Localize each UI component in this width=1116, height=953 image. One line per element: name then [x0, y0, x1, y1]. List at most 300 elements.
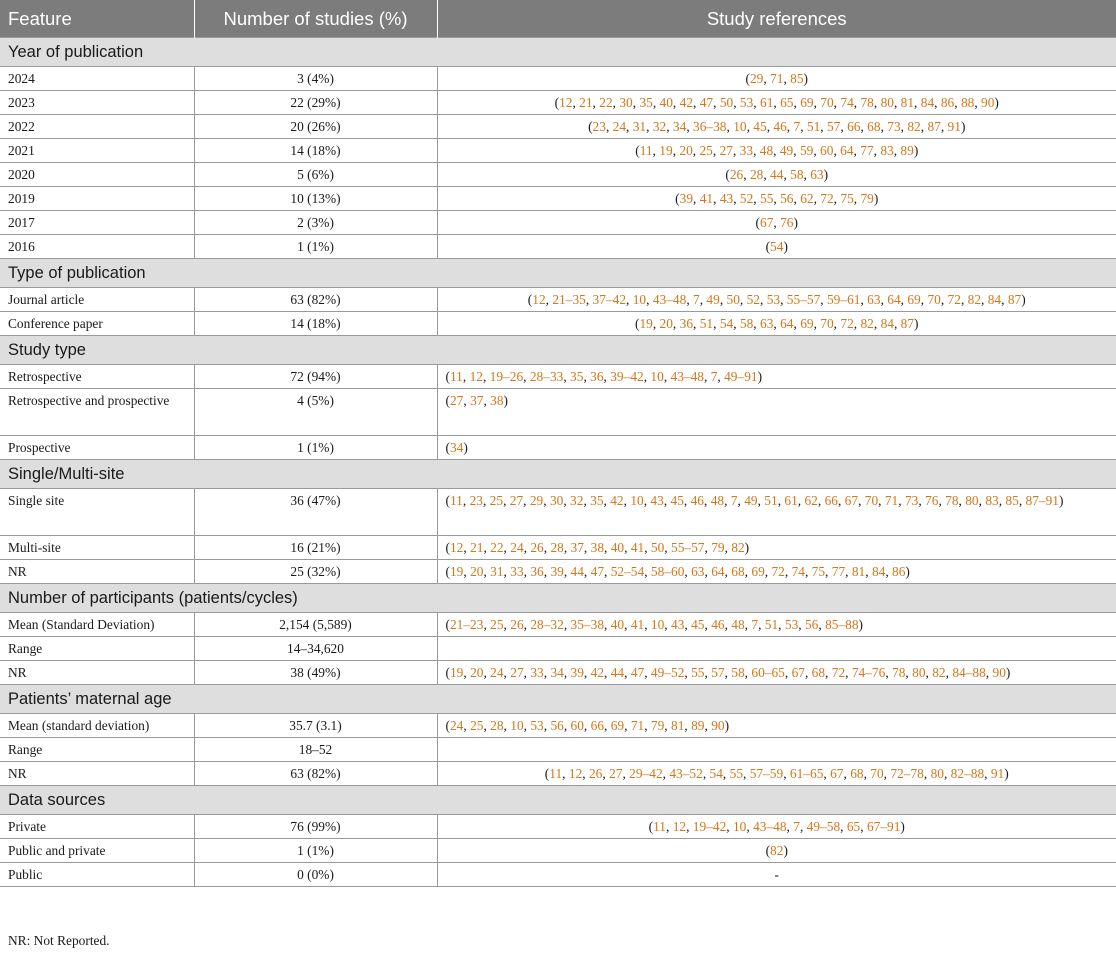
reference-link[interactable]: 71: [884, 493, 899, 508]
reference-link[interactable]: 75: [840, 190, 854, 206]
reference-link[interactable]: 73: [887, 118, 901, 134]
reference-link[interactable]: 36: [530, 563, 544, 579]
reference-link[interactable]: 54: [770, 238, 784, 254]
reference-link[interactable]: 51: [699, 315, 714, 331]
reference-link[interactable]: 82: [907, 118, 921, 134]
reference-link[interactable]: 28: [550, 539, 564, 555]
reference-link[interactable]: 48: [731, 616, 745, 632]
reference-link[interactable]: 78: [892, 664, 906, 680]
reference-link[interactable]: 90: [992, 664, 1006, 680]
section-title: Study type: [0, 336, 1116, 365]
reference-link[interactable]: 80: [930, 765, 944, 781]
reference-link[interactable]: 58–60: [650, 563, 685, 579]
reference-link[interactable]: 70: [864, 493, 879, 508]
reference-link[interactable]: 49: [706, 291, 720, 307]
reference-link[interactable]: 86: [940, 94, 955, 110]
reference-link[interactable]: 60: [570, 717, 584, 733]
study-count-cell: 0 (0%): [194, 863, 437, 887]
reference-link[interactable]: 35–38: [570, 616, 605, 632]
reference-link[interactable]: 12: [672, 818, 687, 834]
reference-link[interactable]: 26: [510, 616, 524, 632]
reference-link[interactable]: 7: [751, 616, 759, 632]
reference-link[interactable]: 55–57: [671, 539, 705, 555]
feature-cell: NR: [0, 560, 194, 584]
references-cell: (21–23, 25, 26, 28–32, 35–38, 40, 41, 10, 43, 45, 46, 48, 7, 51, 53, 56, 85–88): [437, 613, 1116, 637]
reference-link[interactable]: 70: [927, 291, 941, 307]
reference-link[interactable]: 75: [811, 563, 826, 579]
reference-link[interactable]: 54: [719, 315, 734, 331]
reference-link[interactable]: 77: [831, 563, 846, 579]
reference-link[interactable]: 49–52: [650, 664, 685, 680]
reference-link[interactable]: 63: [867, 291, 881, 307]
reference-link[interactable]: 47: [590, 563, 605, 579]
reference-link[interactable]: 82: [770, 842, 784, 858]
feature-cell: Private: [0, 815, 194, 839]
reference-link[interactable]: 22: [599, 94, 613, 110]
reference-link[interactable]: 39–42: [610, 368, 644, 384]
reference-link[interactable]: 39: [570, 664, 584, 680]
reference-link[interactable]: 69: [800, 94, 814, 110]
reference-link[interactable]: 57: [826, 118, 841, 134]
reference-link[interactable]: 7: [793, 118, 801, 134]
study-count-cell: 18–52: [194, 738, 437, 762]
reference-link[interactable]: 69: [751, 563, 765, 579]
reference-link[interactable]: 54: [709, 765, 723, 781]
reference-link[interactable]: 91: [990, 765, 1005, 781]
reference-link[interactable]: 19: [449, 664, 464, 680]
reference-link[interactable]: 81: [671, 717, 685, 733]
reference-link[interactable]: 66: [847, 118, 861, 134]
reference-link[interactable]: 87–91: [1025, 493, 1059, 508]
reference-link[interactable]: 58: [731, 664, 745, 680]
reference-link[interactable]: 44: [610, 664, 625, 680]
reference-link[interactable]: 36–38: [693, 118, 727, 134]
reference-link[interactable]: 33: [530, 664, 544, 680]
feature-cell: Public: [0, 863, 194, 887]
study-count-cell: 5 (6%): [194, 163, 437, 187]
reference-link[interactable]: 30: [549, 493, 564, 508]
reference-link[interactable]: 20: [679, 142, 693, 158]
reference-link[interactable]: 67–91: [866, 818, 901, 834]
reference-link[interactable]: 11: [639, 142, 653, 158]
reference-link[interactable]: 58: [739, 315, 754, 331]
section-row-single-multi-site: [0, 460, 1116, 489]
reference-link[interactable]: 74: [840, 94, 854, 110]
reference-link[interactable]: 71: [770, 70, 784, 86]
reference-link[interactable]: 43–48: [652, 291, 687, 307]
reference-link[interactable]: 55: [760, 190, 774, 206]
reference-link[interactable]: 83: [880, 142, 894, 158]
reference-link[interactable]: 56: [550, 717, 564, 733]
reference-link[interactable]: 57: [711, 664, 725, 680]
reference-link[interactable]: 48: [759, 142, 774, 158]
reference-link[interactable]: 32: [652, 118, 667, 134]
reference-link[interactable]: 68: [850, 765, 864, 781]
reference-link[interactable]: 27: [609, 765, 623, 781]
reference-link[interactable]: 64: [711, 563, 725, 579]
reference-link[interactable]: 29: [749, 70, 764, 86]
reference-link[interactable]: 82–88: [950, 765, 985, 781]
reference-link[interactable]: 28: [490, 717, 504, 733]
reference-link[interactable]: 49–58: [806, 818, 841, 834]
reference-link[interactable]: 23: [592, 118, 606, 134]
reference-link[interactable]: 53: [530, 717, 544, 733]
reference-link[interactable]: 89: [900, 142, 914, 158]
reference-link[interactable]: 79: [650, 717, 665, 733]
reference-link[interactable]: 42: [610, 493, 624, 508]
reference-link[interactable]: 72: [947, 291, 961, 307]
feature-cell: Mean (Standard Deviation): [0, 613, 194, 637]
reference-link[interactable]: 69: [907, 291, 921, 307]
reference-link[interactable]: 69: [800, 315, 814, 331]
reference-link[interactable]: 45: [670, 493, 684, 508]
reference-link[interactable]: 7: [693, 291, 700, 307]
reference-link[interactable]: 85–88: [825, 616, 859, 632]
reference-link[interactable]: 10: [632, 291, 647, 307]
reference-link[interactable]: 43: [671, 616, 685, 632]
reference-link[interactable]: 34: [550, 664, 564, 680]
reference-link[interactable]: 26: [530, 539, 544, 555]
reference-link[interactable]: 74–76: [851, 664, 886, 680]
reference-link[interactable]: 50: [650, 539, 665, 555]
reference-link[interactable]: 19: [639, 315, 653, 331]
reference-link[interactable]: 61: [760, 94, 774, 110]
reference-link[interactable]: 76: [780, 214, 794, 230]
reference-link[interactable]: 35: [570, 368, 584, 384]
reference-link[interactable]: 19–26: [489, 368, 524, 384]
reference-link[interactable]: 53: [784, 616, 799, 632]
reference-link[interactable]: 82: [932, 664, 946, 680]
reference-link[interactable]: 25: [489, 493, 504, 508]
reference-link[interactable]: 91: [947, 118, 961, 134]
reference-link[interactable]: 24: [510, 539, 524, 555]
reference-link[interactable]: 10: [733, 118, 747, 134]
reference-link[interactable]: 84: [871, 563, 886, 579]
reference-link[interactable]: 79: [860, 190, 874, 206]
reference-link[interactable]: 88: [960, 94, 975, 110]
reference-link[interactable]: 32: [570, 493, 584, 508]
reference-link[interactable]: 53: [739, 94, 754, 110]
reference-link[interactable]: 41: [630, 616, 645, 632]
reference-link[interactable]: 21–35: [552, 291, 586, 307]
reference-link[interactable]: 81: [851, 563, 866, 579]
reference-link[interactable]: 79: [711, 539, 725, 555]
reference-link[interactable]: 27: [510, 664, 524, 680]
reference-link[interactable]: 12: [449, 539, 464, 555]
reference-link[interactable]: 67: [760, 214, 774, 230]
reference-link[interactable]: 10: [630, 493, 644, 508]
reference-link[interactable]: 42: [590, 664, 605, 680]
reference-link[interactable]: 49: [779, 142, 794, 158]
reference-link[interactable]: 25: [490, 616, 504, 632]
reference-link[interactable]: 70: [820, 94, 834, 110]
reference-link[interactable]: 12: [469, 368, 483, 384]
reference-link[interactable]: 87: [927, 118, 941, 134]
reference-link[interactable]: 51: [764, 616, 779, 632]
reference-link[interactable]: 10: [510, 717, 524, 733]
reference-link[interactable]: 84: [880, 315, 894, 331]
reference-link[interactable]: 36: [590, 368, 604, 384]
reference-link[interactable]: 70: [870, 765, 884, 781]
reference-link[interactable]: 49–91: [724, 368, 758, 384]
feature-cell: NR: [0, 661, 194, 685]
table-header-row: [0, 0, 1116, 38]
reference-link[interactable]: 38: [490, 393, 504, 408]
table-row: [0, 738, 1116, 762]
reference-link[interactable]: 55: [729, 765, 744, 781]
reference-link[interactable]: 69: [610, 717, 625, 733]
reference-link[interactable]: 26: [729, 166, 744, 182]
reference-link[interactable]: 25: [699, 142, 713, 158]
reference-link[interactable]: 27: [449, 393, 464, 408]
reference-link[interactable]: 72: [771, 563, 785, 579]
reference-link[interactable]: 74: [791, 563, 805, 579]
reference-link[interactable]: 20: [470, 664, 484, 680]
reference-link[interactable]: 80: [912, 664, 926, 680]
reference-link[interactable]: 11: [449, 368, 463, 384]
reference-link[interactable]: 7: [793, 818, 800, 834]
reference-link[interactable]: 62: [804, 493, 818, 508]
study-count-cell: 1 (1%): [194, 436, 437, 460]
reference-link[interactable]: 12: [568, 765, 583, 781]
reference-link[interactable]: 84–88: [952, 664, 986, 680]
reference-link[interactable]: 12: [532, 291, 546, 307]
reference-link[interactable]: 12: [559, 94, 573, 110]
reference-link[interactable]: 64: [840, 142, 854, 158]
reference-link[interactable]: 10: [650, 368, 664, 384]
reference-link[interactable]: 34: [449, 439, 464, 455]
reference-link[interactable]: 35: [590, 493, 604, 508]
reference-link[interactable]: 24: [490, 664, 504, 680]
reference-link[interactable]: 25: [470, 717, 484, 733]
reference-link[interactable]: 72: [820, 190, 834, 206]
reference-link[interactable]: 68: [867, 118, 881, 134]
reference-link[interactable]: 26: [588, 765, 603, 781]
reference-link[interactable]: 33: [510, 563, 524, 579]
reference-link[interactable]: 85: [790, 70, 804, 86]
reference-link[interactable]: 50: [726, 291, 740, 307]
reference-link[interactable]: 28–33: [529, 368, 564, 384]
reference-link[interactable]: 10: [650, 616, 665, 632]
reference-link[interactable]: 11: [653, 818, 666, 834]
reference-link[interactable]: 19–42: [692, 818, 727, 834]
references-cell: (24, 25, 28, 10, 53, 56, 60, 66, 69, 71, 79, 81, 89, 90): [437, 714, 1116, 738]
reference-link[interactable]: 39: [679, 190, 694, 206]
reference-link[interactable]: 56: [780, 190, 794, 206]
reference-link[interactable]: 85: [1005, 493, 1019, 508]
reference-link[interactable]: 39: [550, 563, 564, 579]
reference-link[interactable]: 45: [753, 118, 767, 134]
reference-link[interactable]: 55: [691, 664, 705, 680]
reference-link[interactable]: 68: [731, 563, 745, 579]
reference-link[interactable]: 46: [690, 493, 704, 508]
reference-link[interactable]: 58: [790, 166, 804, 182]
reference-link[interactable]: 72: [840, 315, 854, 331]
feature-cell: 2019: [0, 187, 194, 211]
reference-link[interactable]: 86: [892, 563, 906, 579]
reference-link[interactable]: 10: [732, 818, 747, 834]
reference-link[interactable]: 59–61: [826, 291, 861, 307]
reference-link[interactable]: 72–78: [890, 765, 924, 781]
reference-link[interactable]: 43–52: [669, 765, 703, 781]
reference-link[interactable]: 21: [579, 94, 593, 110]
reference-link[interactable]: 37: [570, 539, 584, 555]
reference-link[interactable]: 31: [632, 118, 647, 134]
reference-link[interactable]: 80: [965, 493, 979, 508]
reference-link[interactable]: 51: [806, 118, 821, 134]
reference-link[interactable]: 44: [770, 166, 784, 182]
reference-link[interactable]: 76: [925, 493, 939, 508]
reference-link[interactable]: 43–48: [670, 368, 704, 384]
reference-link[interactable]: 52: [746, 291, 760, 307]
reference-link[interactable]: 7: [710, 368, 718, 384]
reference-link[interactable]: 44: [570, 563, 584, 579]
reference-link[interactable]: 65: [846, 818, 861, 834]
reference-link[interactable]: 11: [449, 493, 463, 508]
reference-link[interactable]: 28: [749, 166, 764, 182]
reference-link[interactable]: 57–59: [749, 765, 784, 781]
table-row: [0, 661, 1116, 685]
reference-link[interactable]: 84: [987, 291, 1002, 307]
reference-link[interactable]: 59: [799, 142, 814, 158]
references-cell: (19, 20, 36, 51, 54, 58, 63, 64, 69, 70, 72, 82, 84, 87): [437, 312, 1116, 336]
reference-link[interactable]: 56: [804, 616, 819, 632]
reference-link[interactable]: 43: [650, 493, 664, 508]
reference-link[interactable]: 64: [887, 291, 901, 307]
reference-link[interactable]: 37–42: [592, 291, 627, 307]
reference-link[interactable]: 29: [529, 493, 544, 508]
reference-link[interactable]: 30: [619, 94, 633, 110]
reference-link[interactable]: 77: [860, 142, 874, 158]
reference-link[interactable]: 45: [691, 616, 705, 632]
reference-link[interactable]: 47: [699, 94, 714, 110]
reference-link[interactable]: 40: [610, 539, 625, 555]
reference-link[interactable]: 48: [710, 493, 725, 508]
reference-link[interactable]: 90: [711, 717, 725, 733]
reference-link[interactable]: 41: [630, 539, 645, 555]
reference-link[interactable]: 24: [612, 118, 627, 134]
reference-link[interactable]: 63: [691, 563, 705, 579]
reference-link[interactable]: 82: [860, 315, 874, 331]
reference-link[interactable]: 35: [639, 94, 653, 110]
reference-link[interactable]: 64: [780, 315, 794, 331]
reference-link[interactable]: 51: [764, 493, 778, 508]
reference-link[interactable]: 34: [672, 118, 687, 134]
table-row: [0, 714, 1116, 738]
reference-link[interactable]: 31: [490, 563, 504, 579]
header-feature: Feature: [0, 0, 194, 38]
reference-link[interactable]: 27: [719, 142, 733, 158]
reference-link[interactable]: 43–48: [753, 818, 787, 834]
reference-link[interactable]: 33: [739, 142, 754, 158]
reference-link[interactable]: 67: [830, 765, 844, 781]
reference-link[interactable]: 52: [739, 190, 754, 206]
reference-link[interactable]: 83: [985, 493, 999, 508]
reference-link[interactable]: 67: [791, 664, 805, 680]
reference-link[interactable]: 24: [449, 717, 464, 733]
reference-link[interactable]: 62: [800, 190, 814, 206]
reference-link[interactable]: 46: [711, 616, 725, 632]
reference-link[interactable]: 28–32: [530, 616, 564, 632]
reference-link[interactable]: 42: [679, 94, 694, 110]
reference-link[interactable]: 40: [610, 616, 625, 632]
reference-link[interactable]: 71: [630, 717, 645, 733]
reference-link[interactable]: 47: [630, 664, 645, 680]
reference-link[interactable]: 80: [880, 94, 894, 110]
reference-link[interactable]: 78: [860, 94, 874, 110]
reference-link[interactable]: 67: [844, 493, 859, 508]
feature-cell: 2016: [0, 235, 194, 259]
reference-link[interactable]: 78: [945, 493, 959, 508]
reference-link[interactable]: 82: [731, 539, 745, 555]
reference-link[interactable]: 63: [760, 315, 774, 331]
reference-link[interactable]: 37: [470, 393, 484, 408]
references-cell: [437, 637, 1116, 661]
reference-link[interactable]: 84: [920, 94, 935, 110]
reference-link[interactable]: 20: [659, 315, 673, 331]
reference-link[interactable]: 60–65: [751, 664, 785, 680]
references-cell: (82): [437, 839, 1116, 863]
reference-link[interactable]: 65: [780, 94, 794, 110]
references-cell: [437, 738, 1116, 762]
reference-link[interactable]: 63: [810, 166, 824, 182]
reference-link[interactable]: 87: [900, 315, 915, 331]
references-cell: (12, 21, 22, 30, 35, 40, 42, 47, 50, 53, 61, 65, 69, 70, 74, 78, 80, 81, 84, 86, 88, 90): [437, 91, 1116, 115]
reference-link[interactable]: 66: [824, 493, 838, 508]
reference-link[interactable]: 82: [967, 291, 982, 307]
reference-link[interactable]: 38: [590, 539, 605, 555]
reference-link[interactable]: 36: [679, 315, 694, 331]
reference-link[interactable]: 68: [811, 664, 826, 680]
reference-link[interactable]: 90: [981, 94, 995, 110]
reference-link[interactable]: 60: [820, 142, 834, 158]
reference-link[interactable]: 87: [1007, 291, 1022, 307]
reference-link[interactable]: 46: [773, 118, 787, 134]
reference-link[interactable]: 61: [784, 493, 798, 508]
reference-link[interactable]: 72: [831, 664, 846, 680]
reference-link[interactable]: 19: [659, 142, 673, 158]
reference-link[interactable]: 50: [719, 94, 734, 110]
reference-link[interactable]: 55–57: [786, 291, 821, 307]
reference-link[interactable]: 41: [699, 190, 714, 206]
reference-link[interactable]: 29–42: [629, 765, 663, 781]
reference-link[interactable]: 20: [470, 563, 484, 579]
reference-link[interactable]: 89: [691, 717, 705, 733]
table-body: [0, 38, 1116, 887]
reference-link[interactable]: 21–23: [449, 616, 484, 632]
reference-link[interactable]: 19: [449, 563, 464, 579]
reference-link[interactable]: 27: [509, 493, 524, 508]
study-count-cell: 22 (29%): [194, 91, 437, 115]
reference-link[interactable]: 61–65: [789, 765, 824, 781]
reference-link[interactable]: 81: [900, 94, 915, 110]
reference-link[interactable]: 70: [820, 315, 834, 331]
reference-link[interactable]: 40: [659, 94, 673, 110]
reference-link[interactable]: 73: [904, 493, 919, 508]
reference-link[interactable]: 49: [744, 493, 758, 508]
reference-link[interactable]: 66: [590, 717, 605, 733]
reference-link[interactable]: 43: [719, 190, 734, 206]
reference-link[interactable]: 7: [730, 493, 738, 508]
reference-link[interactable]: 23: [469, 493, 483, 508]
reference-link[interactable]: 11: [549, 765, 563, 781]
reference-link[interactable]: 21: [470, 539, 484, 555]
table-row: [0, 389, 1116, 436]
reference-link[interactable]: 52–54: [610, 563, 645, 579]
table-row: [0, 139, 1116, 163]
reference-link[interactable]: 22: [490, 539, 504, 555]
reference-link[interactable]: 53: [766, 291, 781, 307]
